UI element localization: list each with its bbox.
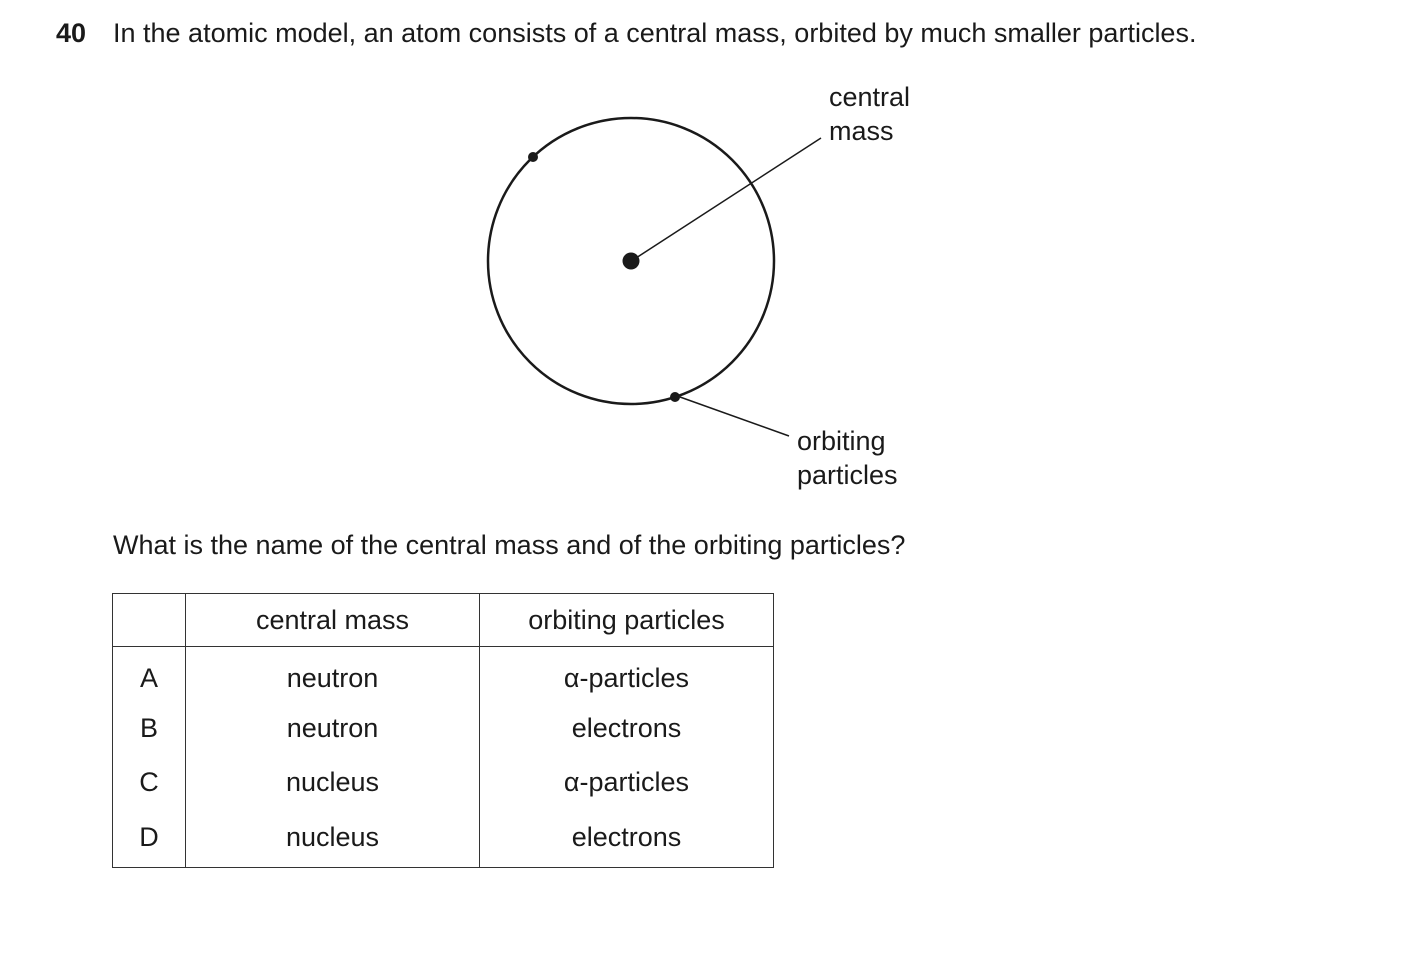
central-mass-label-line2: mass <box>829 116 894 146</box>
option-orbiting-particles: α-particles <box>480 647 774 702</box>
orbiting-particles-label-line2: particles <box>797 460 898 490</box>
header-orbiting-particles: orbiting particles <box>480 594 774 647</box>
question-number: 40 <box>56 18 87 48</box>
central-mass-label-line1: central <box>829 82 911 112</box>
table-header-row <box>113 594 774 647</box>
orbiting-particle-top <box>528 152 538 162</box>
option-central-mass: neutron <box>186 701 480 756</box>
option-letter: B <box>113 701 186 756</box>
option-row-d[interactable] <box>113 810 774 867</box>
header-blank <box>113 594 186 647</box>
option-central-mass: neutron <box>186 647 480 702</box>
question-prompt: What is the name of the central mass and of the orbiting particles? <box>113 530 906 560</box>
option-central-mass: nucleus <box>186 810 480 867</box>
question-stem: In the atomic model, an atom consists of a central mass, orbited by much smaller particles. <box>113 18 1197 48</box>
orbiting-particles-label-line1: orbiting <box>797 426 886 456</box>
option-letter: A <box>113 647 186 702</box>
option-row-c[interactable] <box>113 756 774 811</box>
option-row-a[interactable] <box>113 647 774 702</box>
orbiting-particles-leader-line <box>680 397 789 436</box>
option-row-b[interactable] <box>113 701 774 756</box>
option-orbiting-particles: electrons <box>480 810 774 867</box>
option-orbiting-particles: electrons <box>480 701 774 756</box>
options-table <box>112 593 774 868</box>
option-orbiting-particles: α-particles <box>480 756 774 811</box>
header-central-mass: central mass <box>186 594 480 647</box>
orbiting-particle-bottom <box>670 392 680 402</box>
option-letter: D <box>113 810 186 867</box>
central-mass-dot <box>623 253 640 270</box>
option-central-mass: nucleus <box>186 756 480 811</box>
option-letter: C <box>113 756 186 811</box>
